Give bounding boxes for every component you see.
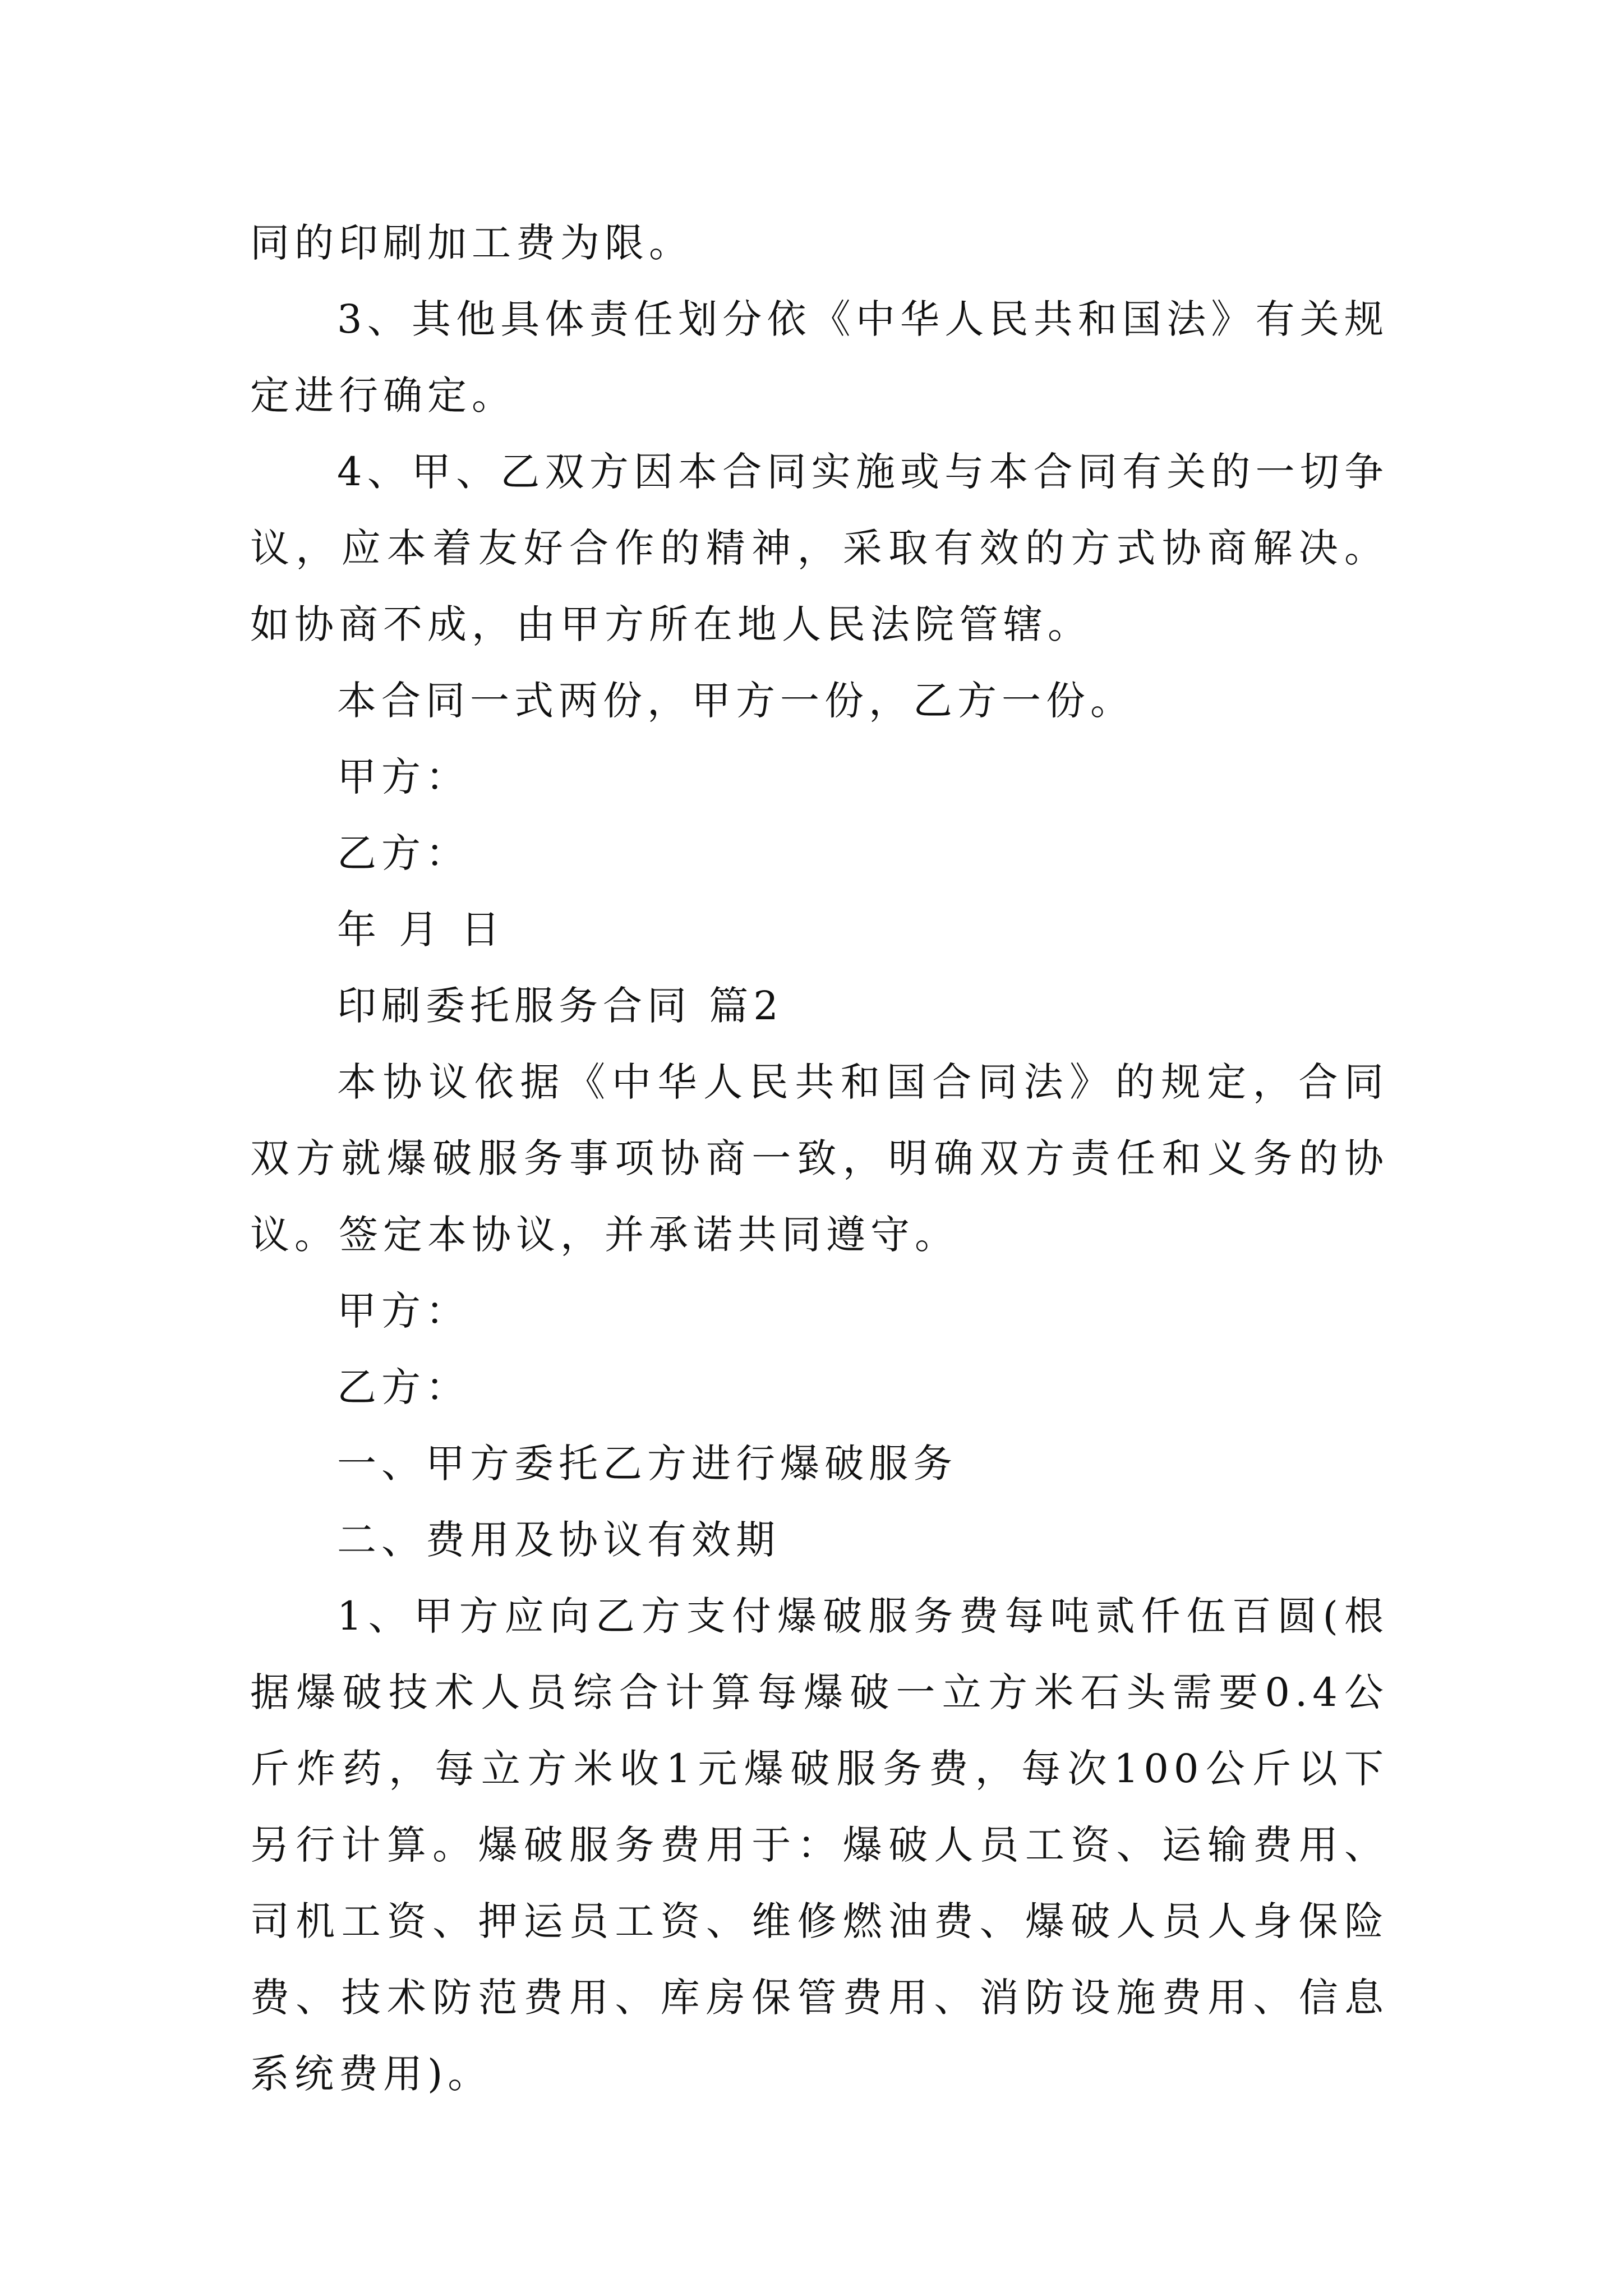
- paragraph-intro: 本协议依据《中华人民共和国合同法》的规定，合同双方就爆破服务事项协商一致，明确双方责任和义务的协议。签定本协议，并承诺共同遵守。: [250, 1059, 1389, 1258]
- section-title: 印刷委托服务合同 篇2: [337, 983, 783, 1029]
- paragraph-fee-clause-1: 1、甲方应向乙方支付爆破服务费每吨贰仟伍百圆(根据爆破技术人员综合计算每爆破一立方米石头需要0.4公斤炸药，每立方米收1元爆破服务费，每次100公斤以下另行计算。爆破服务费用于：爆破人员工资、运输费用、司机工资、押运员工资、维修燃油费、爆破人员人身保险费、技术防范费用、库房保管费用、消防设施费用、信息系统费用)。: [250, 1593, 1389, 2097]
- document-body: [250, 205, 1389, 2112]
- paragraph-continuation: 同的印刷加工费为限。: [250, 220, 693, 266]
- signature-date: 年 月 日: [337, 907, 505, 953]
- paragraph-copies: 本合同一式两份，甲方一份，乙方一份。: [337, 678, 1135, 724]
- paragraph-clause-4: 4、甲、乙双方因本合同实施或与本合同有关的一切争议，应本着友好合作的精神，采取有效的方式协商解决。如协商不成，由甲方所在地人民法院管辖。: [250, 449, 1389, 647]
- heading-section-2: 二、费用及协议有效期: [337, 1517, 780, 1563]
- paragraph-clause-3: 3、其他具体责任划分依《中华人民共和国法》有关规定进行确定。: [250, 296, 1389, 418]
- signature-party-a: 甲方：: [337, 754, 470, 800]
- party-b-label: 乙方：: [337, 1364, 470, 1410]
- signature-party-b: 乙方：: [337, 830, 470, 876]
- heading-section-1: 一、甲方委托乙方进行爆破服务: [337, 1441, 957, 1487]
- party-a-label: 甲方：: [337, 1288, 470, 1334]
